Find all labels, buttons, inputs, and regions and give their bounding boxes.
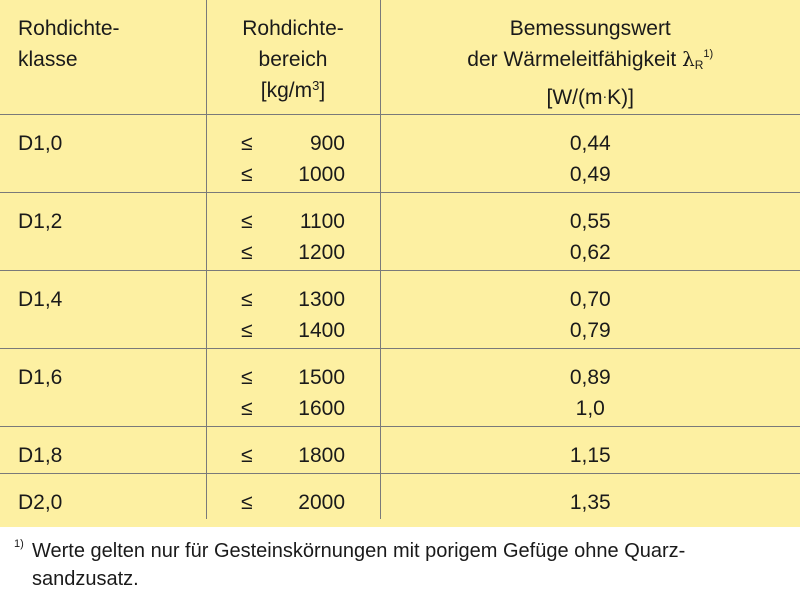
header-col3-unit (381, 81, 800, 113)
header-col2-line2: bereich (258, 48, 328, 71)
header-rohdichteklasse (0, 0, 206, 114)
header-rohdichtebereich (206, 0, 380, 114)
range-value: 1800 (298, 443, 345, 467)
lambda-value: 0,44 (569, 131, 611, 155)
leq-symbol: ≤ (241, 396, 253, 420)
range-line (207, 362, 380, 393)
cell-lambda (380, 473, 800, 519)
table-header-row (0, 0, 800, 114)
footnote (14, 537, 778, 593)
header-col1-line2: klasse (18, 48, 78, 71)
lambda-value: 0,55 (569, 209, 611, 233)
lambda-value: 1,0 (575, 396, 605, 420)
range-line (207, 315, 380, 346)
cell-range (206, 473, 380, 519)
table-row (0, 426, 800, 473)
lambda-value: 1,35 (569, 490, 611, 514)
leq-symbol: ≤ (241, 131, 253, 155)
cell-range (206, 348, 380, 426)
range-line (207, 284, 380, 315)
lambda-value: 0,79 (569, 318, 611, 342)
cell-range (206, 114, 380, 192)
cell-lambda (380, 270, 800, 348)
cell-klasse: D1,6 (0, 348, 206, 426)
cell-klasse: D2,0 (0, 473, 206, 519)
header-col2-unit (207, 75, 380, 106)
range-value: 1400 (298, 318, 345, 342)
range-line (207, 206, 380, 237)
leq-symbol: ≤ (241, 240, 253, 264)
table-row (0, 473, 800, 519)
leq-symbol: ≤ (241, 365, 253, 389)
leq-symbol: ≤ (241, 443, 253, 467)
unit-left: [W/(m (546, 86, 603, 109)
cell-range (206, 270, 380, 348)
cell-klasse: D1,2 (0, 192, 206, 270)
leq-symbol: ≤ (241, 209, 253, 233)
leq-symbol: ≤ (241, 490, 253, 514)
cell-range (206, 426, 380, 473)
footnote-text-line1: Werte gelten nur für Gesteinskörnungen mit porigem Gefüge ohne Quarz- (32, 540, 686, 562)
range-value: 2000 (298, 490, 345, 514)
range-value: 1100 (299, 209, 345, 233)
range-value: 900 (309, 131, 345, 155)
unit-close: ] (319, 79, 326, 102)
leq-symbol: ≤ (241, 318, 253, 342)
table-row (0, 348, 800, 426)
cell-lambda (380, 192, 800, 270)
lambda-value: 1,15 (569, 443, 611, 467)
lambda-subscript: R (694, 58, 704, 72)
cell-lambda (380, 114, 800, 192)
range-value: 1200 (298, 240, 345, 264)
footnote-marker: 1) (14, 538, 24, 550)
lambda-value: 0,49 (569, 162, 611, 186)
cell-range (206, 192, 380, 270)
unit-dot: · (602, 88, 608, 104)
range-line (207, 237, 380, 268)
header-bemessungswert (380, 0, 800, 114)
table-row (0, 270, 800, 348)
cell-klasse: D1,8 (0, 426, 206, 473)
table-row (0, 114, 800, 192)
header-col3-line2 (381, 44, 800, 81)
cell-klasse: D1,0 (0, 114, 206, 192)
range-line (207, 159, 380, 190)
range-line (207, 128, 380, 159)
range-line (207, 440, 380, 471)
header-col1-line1: Rohdichte- (18, 17, 120, 40)
range-value: 1300 (298, 287, 345, 311)
leq-symbol: ≤ (241, 287, 253, 311)
leq-symbol: ≤ (241, 162, 253, 186)
table-row (0, 192, 800, 270)
footnote-reference: 1) (703, 48, 714, 60)
cell-lambda (380, 348, 800, 426)
cell-lambda (380, 426, 800, 473)
range-value: 1600 (298, 396, 345, 420)
unit-exponent: 3 (312, 78, 320, 93)
header-col2-line1: Rohdichte- (242, 17, 344, 40)
range-line (207, 393, 380, 424)
header-col3-line2-text: der Wärmeleitfähigkeit (467, 48, 677, 71)
footnote-text-line2: sandzusatz. (32, 568, 139, 590)
range-value: 1000 (298, 162, 345, 186)
lambda-value: 0,89 (569, 365, 611, 389)
unit-right: K)] (607, 86, 634, 109)
header-col3-line1: Bemessungswert (509, 17, 671, 40)
cell-klasse: D1,4 (0, 270, 206, 348)
range-line (207, 487, 380, 518)
range-value: 1500 (298, 365, 345, 389)
lambda-value: 0,62 (569, 240, 611, 264)
lambda-value: 0,70 (569, 287, 611, 311)
unit-base: [kg/m (260, 79, 313, 102)
lambda-symbol: λ (682, 47, 695, 71)
